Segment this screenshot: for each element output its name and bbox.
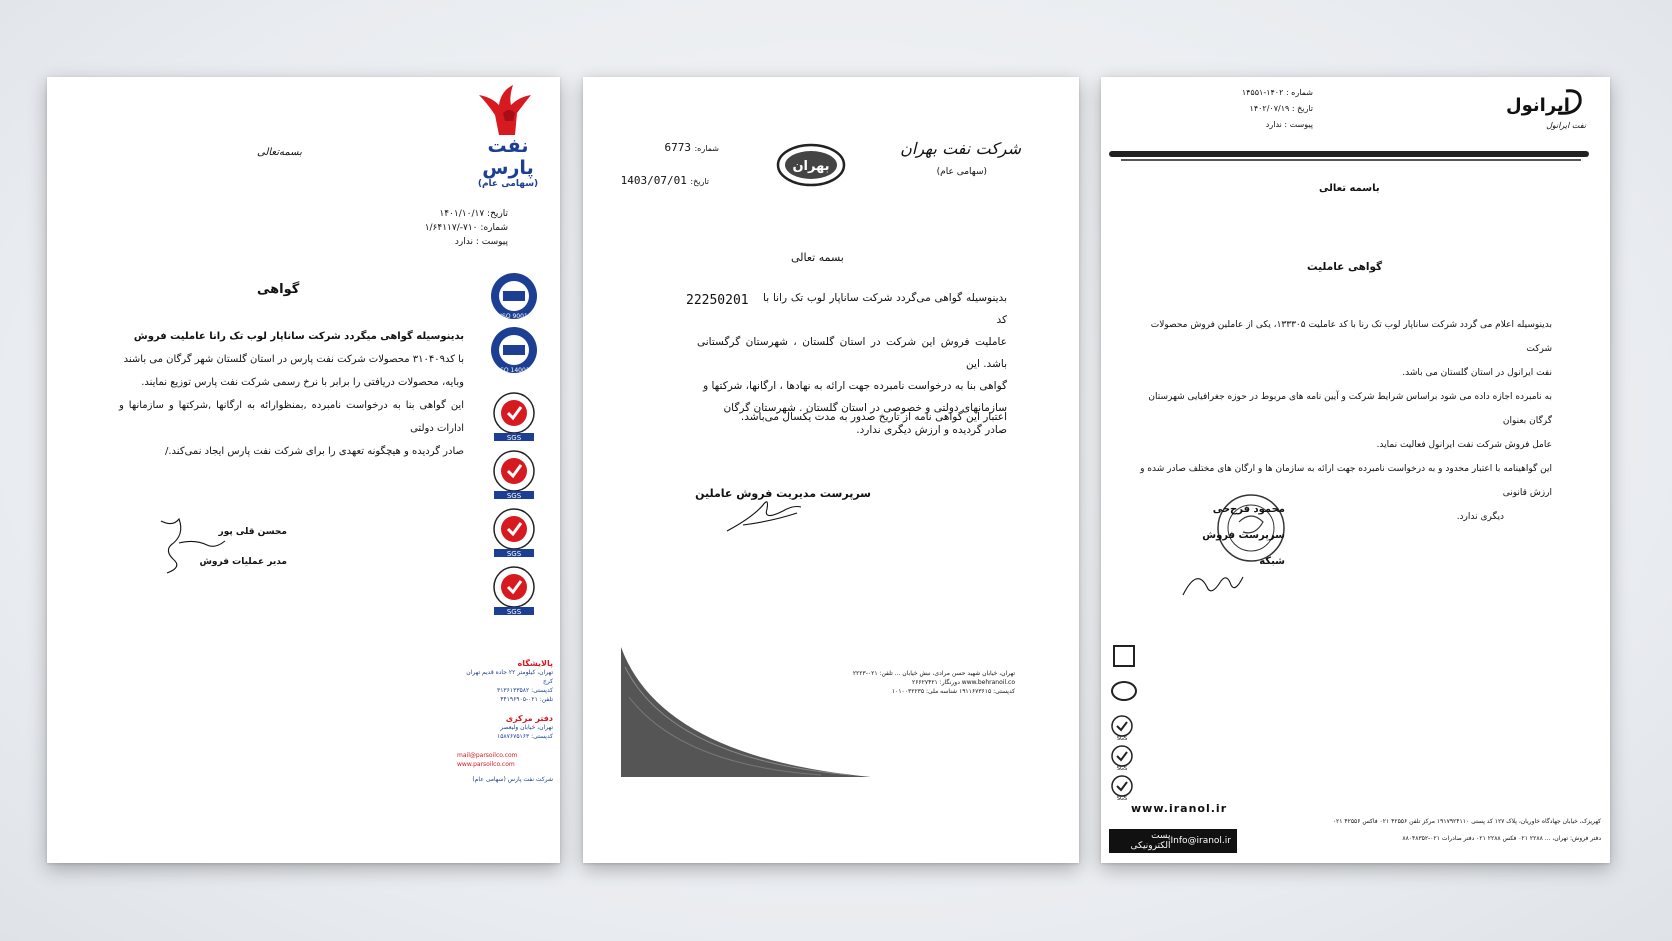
iso-certificate-icon xyxy=(489,271,539,321)
svg-text:SGS: SGS xyxy=(1116,736,1128,741)
company-subtitle: (سهامی عام) xyxy=(477,179,539,189)
email-link[interactable]: mail@parsoilco.com xyxy=(457,752,518,759)
number-label: شماره : xyxy=(1285,88,1313,97)
certifications-column xyxy=(489,271,545,615)
date-row xyxy=(601,174,709,187)
company-name: نفت پارس xyxy=(482,135,534,179)
sgs-certificate-icon xyxy=(489,391,539,441)
signer-title: سرپرست مدیریت فروش عاملین xyxy=(695,487,871,500)
svg-text:SGS: SGS xyxy=(1116,766,1128,771)
svg-text:SGS: SGS xyxy=(506,434,522,441)
footer-contacts: پالایشگاه تهران، کیلومتر ۲۲ جاده قدیم تهران کرج کدپستی: ۳۱۳۶۱۳۳۵۸۲ تلفن: ۰۲۱-۴۴۱۹۶۹۰۵ دفتر مرکزی تهران، خیابان ولیعصر کدپستی: ۱۵۸۷۶۷۵۱۶۳ mail@parsoilco.com www.parsoilco.com شرکت نفت پارس (سهامی عام) xyxy=(457,659,553,783)
body-line: سازمانهای دولتی و خصوصی در استان گلستان . شهرستان گرگان xyxy=(723,402,1007,414)
svg-text:ایرانول: ایرانول xyxy=(1506,95,1570,116)
attachment: پیوست : ندارد xyxy=(454,237,508,247)
sgs-certificate-icon xyxy=(489,507,539,557)
behran-logo-icon xyxy=(776,143,846,187)
email-label: پست الکترونیکی xyxy=(1130,831,1171,851)
website-link[interactable]: www.parsoilco.com xyxy=(457,761,515,768)
standard-mark-icon xyxy=(1113,645,1135,667)
document-iranol xyxy=(1101,77,1610,863)
signer-title: سرپرست فروش شبکه xyxy=(1202,530,1285,567)
signer-title: مدیر عملیات فروش xyxy=(199,557,287,567)
svg-text:SGS: SGS xyxy=(1116,796,1128,801)
body-line: به نامبرده اجازه داده می شود براساس شرایط شرکت و آیین نامه های مربوط در حوزه جغرافیایی شهرستان گرگان بعنوان xyxy=(1148,392,1552,426)
body-line: بدینوسیله گواهی می‌گردد شرکت ساناپار لوب تک رانا با کد xyxy=(763,292,1007,326)
agent-code: 22250201 xyxy=(686,293,749,308)
body-line: وبایه، محصولات دریافتی را برابر با نرخ رسمی شرکت نفت پارس توزیع نمایند. xyxy=(141,377,464,388)
website-link[interactable]: www.iranol.ir xyxy=(1131,802,1228,815)
body-line: بدینوسیله اعلام می گردد شرکت ساناپار لوب تک رنا با کد عاملیت ۱۳۳۳۰۵، یکی از عاملین فروش محصولات شرکت xyxy=(1150,320,1552,354)
svg-text:SGS: SGS xyxy=(506,608,522,615)
svg-text:SGS: SGS xyxy=(506,550,522,557)
number-value: ۱۴۰۲-۱۴۵۵۱ xyxy=(1241,88,1284,97)
body-line: دیگری ندارد. xyxy=(1456,512,1504,522)
company-name: شرکت نفت بهران xyxy=(900,139,1021,158)
body-line: صادر گردیده و هیچگونه تعهدی را برای شرکت نفت پارس ایجاد نمی‌کند./ xyxy=(165,446,464,457)
number-value: ۷۱۰-/۱/۶۴۱۱۷ xyxy=(424,223,478,233)
heading: باسمه تعالی xyxy=(1319,183,1380,194)
body-line: با کد۳۱۰۴۰۹ محصولات شرکت نفت پارس در استان گلستان شهر گرگان می باشند xyxy=(123,354,464,365)
date-value: ۱۴۰۱/۱۰/۱۷ xyxy=(439,209,485,219)
document-body xyxy=(119,325,464,463)
header-rule xyxy=(1109,151,1589,157)
body-line: این گواهینامه با اعتبار محدود و به درخواست نامبرده جهت ارائه به سازمان ها و ارگان های مختلف صادر شده و ارزش قانونی xyxy=(1140,464,1552,498)
date-label: تاریخ : xyxy=(1291,104,1313,113)
reference-block xyxy=(425,207,508,249)
number-row xyxy=(639,141,719,154)
body-line: بدینوسیله گواهی میگردد شرکت ساناپار لوب تک رانا عاملیت فروش xyxy=(133,331,464,342)
date-label: تاریخ: xyxy=(690,177,709,186)
svg-text:SGS: SGS xyxy=(506,492,522,499)
body-line: عامل فروش شرکت نفت ایرانول فعالیت نماید. xyxy=(1376,440,1552,450)
body-line: نفت ایرانول در استان گلستان می باشد. xyxy=(1402,368,1552,378)
reference-block xyxy=(1193,85,1313,133)
sgs-certificate-icon xyxy=(1109,715,1135,741)
attachment-label: پیوست : xyxy=(1284,120,1313,129)
signer-name: محسن قلی پور xyxy=(218,527,287,537)
signature xyxy=(1177,557,1247,601)
footer-address: کهریزک، خیابان جهادگاه خاوریان، پلاک ۱۲۷ کد پستی ۱۹۱۷۹۲۴۱۱۰ مرکز تلفن ۴۲۵۵۶ ۰۲۱ فاکس ۴۲۵۵۶ ۰۲۱ دفتر فروش: تهران، ... ۲۲۸۸ ۰۲۱ فکس ۲۲۸۸ ۰۲۱ دفتر صادرات ۰۲۱-۸۸۰۴۸۳۵۲ xyxy=(1332,818,1601,842)
svg-text:ISO 14001: ISO 14001 xyxy=(498,367,530,374)
logo-subtitle: نفت ایرانول xyxy=(1546,121,1586,130)
email-bar xyxy=(1109,829,1237,853)
body-line: صادر گردیده و ارزش دیگری ندارد. xyxy=(856,424,1007,436)
body-line: گواهی بنا به درخواست نامبرده جهت ارائه به نهادها ، ارگانها، شرکتها و xyxy=(703,380,1007,392)
company-subtitle: (سهامی عام) xyxy=(936,167,987,177)
svg-text:بهران: بهران xyxy=(792,159,830,174)
winged-horse-icon xyxy=(465,83,551,137)
sgs-certificate-icon xyxy=(489,565,539,615)
attachment-value: ندارد xyxy=(1265,120,1282,129)
validity-note: اعتبار این گواهی نامه از تاریخ صدور به مدت یکسال می‌باشد. xyxy=(740,411,1007,423)
certifications-column xyxy=(1109,645,1139,801)
email-link[interactable]: Info@iranol.ir xyxy=(1170,836,1231,846)
date-value: ۱۴۰۲/۰۷/۱۹ xyxy=(1249,104,1290,113)
document-title: گواهی عاملیت xyxy=(1307,261,1383,273)
body-line: این گواهی بنا به درخواست نامبرده ,بمنظوارائه به ارگانها ,شرکتها و سازمانها و ادارات دولتی xyxy=(119,400,464,434)
sgs-certificate-icon xyxy=(1109,745,1135,771)
sgs-certificate-icon xyxy=(489,449,539,499)
date-value: 1403/07/01 xyxy=(620,174,687,187)
signature xyxy=(723,491,813,537)
iranol-logo-icon xyxy=(1496,87,1586,117)
date-label: تاریخ: xyxy=(487,209,508,219)
number-label: شماره: xyxy=(694,144,719,153)
document-pars-oil xyxy=(47,77,560,863)
signer-name: محمود فرح‌حی xyxy=(1212,504,1285,515)
document-title: گواهی xyxy=(257,282,300,297)
svg-text:ISO 9001: ISO 9001 xyxy=(500,313,528,320)
heading: بسمه تعالی xyxy=(791,251,844,264)
number-value: 6773 xyxy=(664,141,691,154)
iranol-logo xyxy=(1496,87,1586,130)
website-link[interactable]: www.behranoil.co دورنگار: ۲۶۶۲۷۴۲۱ xyxy=(911,679,1015,686)
sgs-certificate-icon xyxy=(1109,775,1135,801)
body-line: عاملیت فروش این شرکت در استان گلستان ، شهرستان گرگستانی باشد. این xyxy=(697,336,1007,370)
pars-oil-logo xyxy=(465,83,551,189)
aci-mark-icon xyxy=(1111,681,1137,701)
decorative-wedge xyxy=(621,647,871,777)
document-behran-oil xyxy=(583,77,1079,863)
iso-certificate-icon xyxy=(489,325,539,375)
footer-contacts: تهران، خیابان شهید حسن مرادی، نبش خیابان ... تلفن: ۰۲۱-۲۲۲۳ www.behranoil.co دورنگار: ۲۶۶۲۷۴۲۱ کدپستی: ۱۹۱۱۶۷۳۶۱۵ شناسه ملی: ۱۰۱۰۰۳۲۲۳۵ xyxy=(825,669,1015,696)
heading: بسمه‌تعالی xyxy=(257,147,302,158)
signer-block xyxy=(177,517,287,577)
number-label: شماره: xyxy=(480,223,508,233)
header-rule-thin xyxy=(1121,159,1581,161)
